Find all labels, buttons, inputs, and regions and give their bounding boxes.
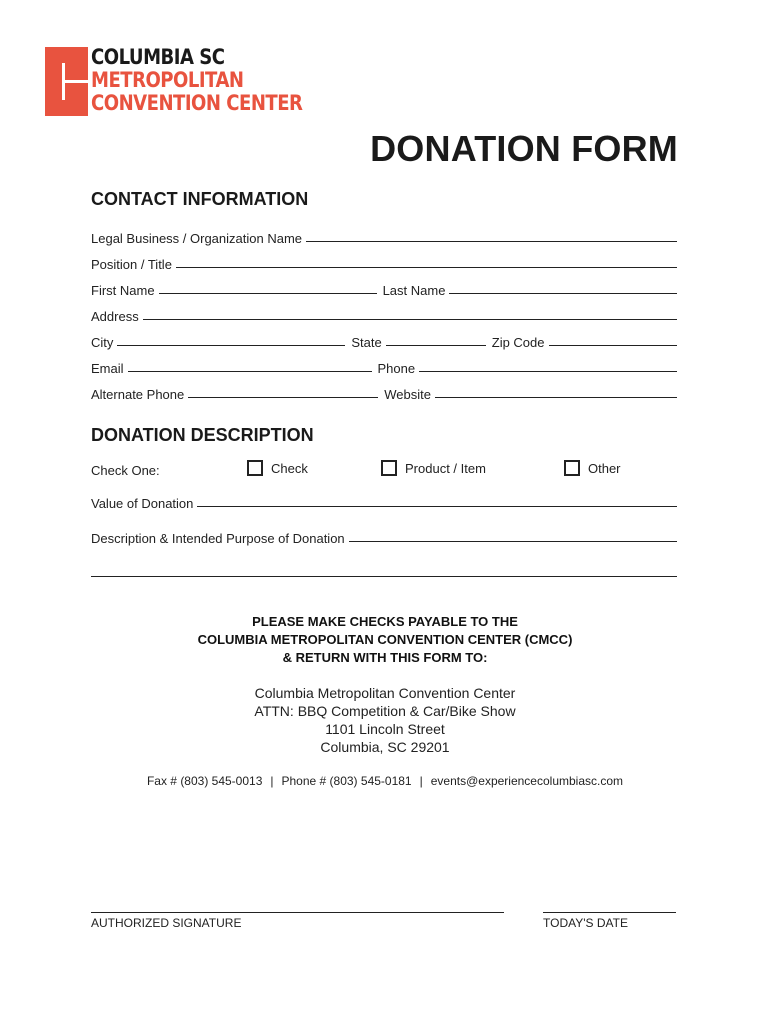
name-row [91, 278, 677, 298]
phone-number: Phone # (803) 545-0181 [281, 774, 412, 788]
phone-label: Phone [377, 361, 416, 376]
address-line-4: Columbia, SC 29201 [320, 739, 450, 755]
address-label: Address [91, 309, 139, 324]
date-line[interactable] [543, 912, 676, 913]
description-label: Description & Intended Purpose of Donation [91, 531, 345, 546]
zip-label: Zip Code [491, 335, 545, 350]
contact-section-heading: CONTACT INFORMATION [91, 189, 309, 209]
alt-phone-field[interactable] [188, 397, 378, 398]
zip-field[interactable] [549, 345, 678, 346]
option-other[interactable] [564, 460, 621, 476]
signature-line[interactable] [91, 912, 504, 913]
position-label: Position / Title [91, 257, 172, 272]
logo-line-2: METROPOLITAN [91, 68, 244, 92]
product-checkbox[interactable] [381, 460, 397, 476]
payable-instructions [0, 613, 770, 667]
check-option-label: Check [271, 460, 308, 476]
address-field[interactable] [143, 319, 677, 320]
website-field[interactable] [435, 397, 677, 398]
option-product[interactable] [381, 460, 486, 476]
logo-mark [45, 47, 88, 116]
donation-section-heading: DONATION DESCRIPTION [91, 425, 314, 445]
description-row [91, 526, 677, 546]
date-label: TODAY'S DATE [543, 916, 628, 930]
signature-label: AUTHORIZED SIGNATURE [91, 916, 242, 930]
logo-line-3: CONVENTION CENTER [91, 91, 303, 115]
address-row [91, 304, 677, 324]
fax-number: Fax # (803) 545-0013 [146, 774, 263, 788]
first-name-label: First Name [91, 283, 155, 298]
logo-line-1: COLUMBIA SC [91, 45, 225, 69]
mailing-address [0, 684, 770, 756]
donation-type-row [91, 460, 677, 484]
alt-phone-website-row [91, 382, 677, 402]
city-state-zip-row [91, 330, 677, 350]
description-continuation-line[interactable] [91, 576, 677, 577]
address-line-1: Columbia Metropolitan Convention Center [254, 685, 516, 701]
payable-line-1: PLEASE MAKE CHECKS PAYABLE TO THE [252, 614, 518, 629]
org-name-row [91, 226, 677, 246]
logo-mark-bar [62, 80, 88, 83]
address-line-2: ATTN: BBQ Competition & Car/Bike Show [254, 703, 516, 719]
option-check[interactable] [247, 460, 308, 476]
first-name-field[interactable] [159, 293, 377, 294]
website-label: Website [384, 387, 431, 402]
value-row [91, 491, 677, 511]
description-field[interactable] [349, 541, 677, 542]
other-option-label: Other [588, 460, 621, 476]
last-name-field[interactable] [449, 293, 677, 294]
org-name-field[interactable] [306, 241, 677, 242]
other-checkbox[interactable] [564, 460, 580, 476]
check-one-label: Check One: [91, 463, 160, 478]
page-title: DONATION FORM [370, 128, 678, 169]
value-label: Value of Donation [91, 496, 194, 511]
position-field[interactable] [176, 267, 677, 268]
state-field[interactable] [386, 345, 486, 346]
contact-info-line [0, 774, 770, 788]
email-field[interactable] [128, 371, 372, 372]
product-option-label: Product / Item [405, 460, 486, 476]
check-checkbox[interactable] [247, 460, 263, 476]
address-line-3: 1101 Lincoln Street [325, 721, 445, 737]
email-label: Email [91, 361, 124, 376]
email-link[interactable]: events@experiencecolumbiasc.com [430, 774, 624, 788]
separator: | [419, 774, 423, 788]
alt-phone-label: Alternate Phone [91, 387, 185, 402]
payable-line-3: & RETURN WITH THIS FORM TO: [282, 650, 488, 665]
city-field[interactable] [117, 345, 345, 346]
value-field[interactable] [197, 506, 677, 507]
last-name-label: Last Name [382, 283, 446, 298]
position-row [91, 252, 677, 272]
email-phone-row [91, 356, 677, 376]
payable-line-2: COLUMBIA METROPOLITAN CONVENTION CENTER (CMCC) [197, 632, 573, 647]
org-name-label: Legal Business / Organization Name [91, 231, 303, 246]
city-label: City [91, 335, 114, 350]
phone-field[interactable] [419, 371, 677, 372]
state-label: State [351, 335, 382, 350]
separator: | [270, 774, 274, 788]
